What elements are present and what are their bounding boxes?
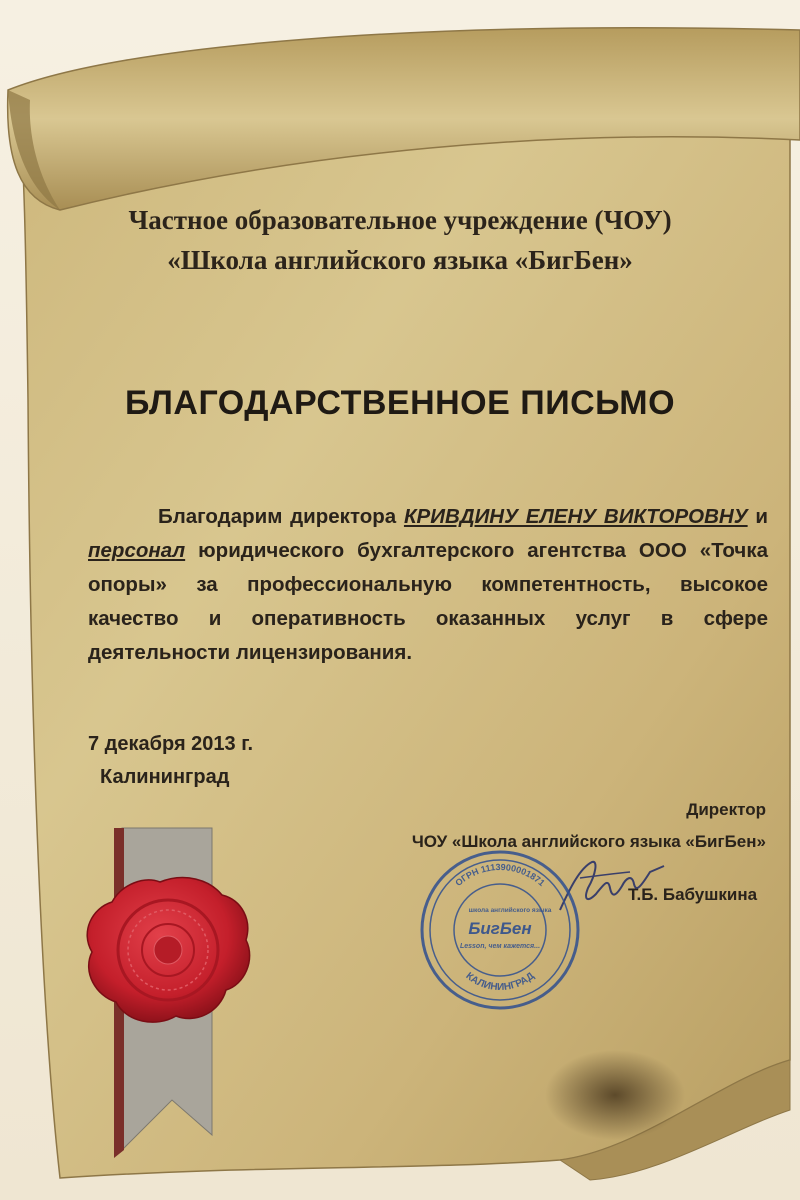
letter-title: БЛАГОДАРСТВЕННОЕ ПИСЬМО: [124, 384, 676, 422]
recipient-name: КРИВДИНУ ЕЛЕНУ ВИКТОРОВНУ: [403, 505, 748, 528]
institution-name-line2: «Школа английского языка «БигБен»: [167, 245, 633, 275]
body-conjunction: и: [747, 505, 768, 528]
signer-name: Т.Б. Бабушкина: [628, 885, 758, 904]
stamp-small-caption: школа английского языка: [468, 907, 552, 914]
body-intro: Благодарим директора: [158, 505, 404, 528]
letter-city: Калининград: [100, 766, 230, 788]
letter-body: [88, 500, 768, 670]
stamp-brand: БигБен: [468, 919, 532, 938]
staff-word: персонал: [88, 539, 186, 562]
signer-position: Директор: [686, 800, 766, 819]
signer-organization: ЧОУ «Школа английского языка «БигБен»: [411, 832, 766, 851]
official-stamp: [418, 848, 582, 1012]
stamp-city: КАЛИНИНГРАД: [463, 970, 537, 994]
institution-name-line1: Частное образовательное учреждение (ЧОУ): [128, 205, 672, 235]
letter-date: 7 декабря 2013 г.: [88, 733, 254, 755]
stamp-ogrn: ОГРН 1113900001871: [453, 861, 547, 889]
stamp-motto: Lesson, чем кажется...: [459, 943, 541, 950]
body-main: юридического бухгалтерского агентства ООО «Точка опоры» за профессиональную компетентность, высокое качество и оперативность оказанных услуг в сфере деятельности лицензирования.: [88, 539, 768, 664]
